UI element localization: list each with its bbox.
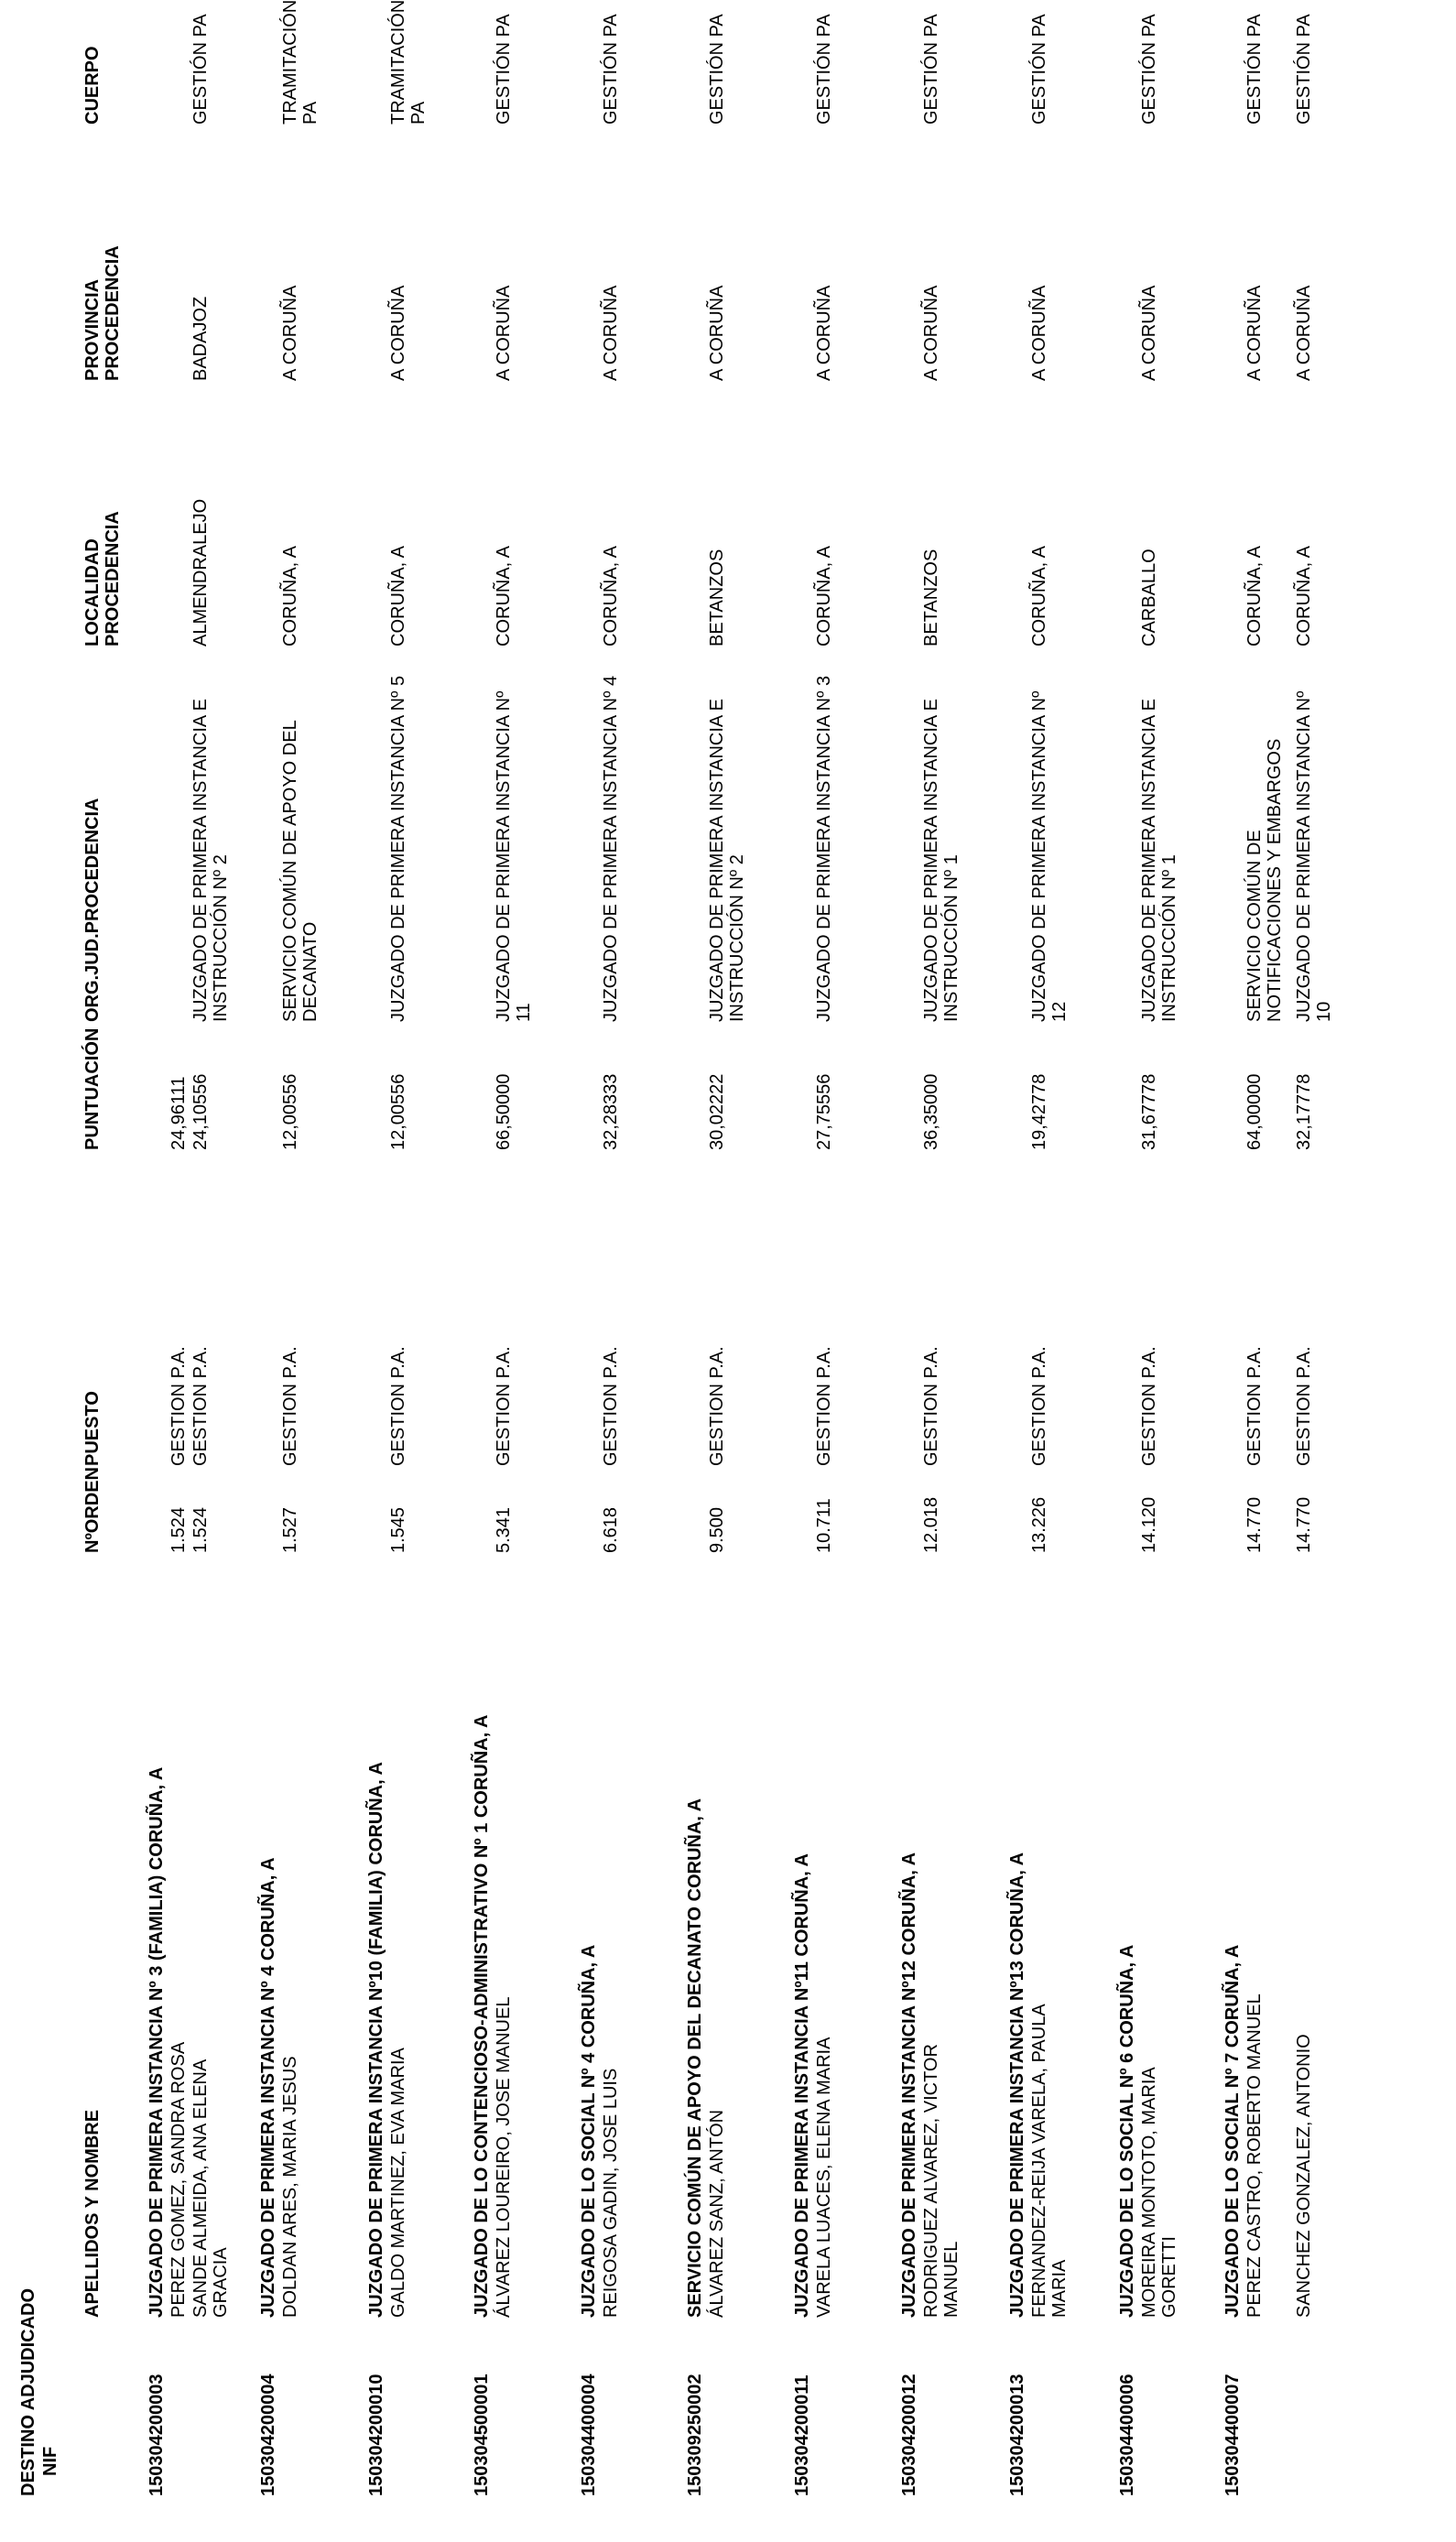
row-puntuacion: 31,67778	[1139, 1073, 1159, 1150]
row-cuerpo: GESTIÓN PA	[1294, 14, 1314, 125]
row-nombre: REIGOSA GADIN, JOSE LUIS	[601, 2068, 621, 2318]
group-title: JUZGADO DE PRIMERA INSTANCIA Nº 4 CORUÑA, A	[258, 1857, 278, 2318]
row-provincia: A CORUÑA	[1244, 285, 1265, 381]
row-nombre: ÁLVAREZ LOUREIRO, JOSE MANUEL	[494, 1996, 514, 2318]
row-puesto: GESTION P.A.	[190, 1346, 211, 1466]
group-code: 150304200004	[258, 2374, 278, 2496]
row-orden: 10.711	[814, 1498, 834, 1553]
row-nombre: PEREZ GOMEZ, SANDRA ROSA	[168, 2041, 189, 2318]
row-puesto: GESTION P.A.	[280, 1346, 300, 1466]
row-org: JUZGADO DE PRIMERA INSTANCIA Nº 11	[494, 690, 534, 1022]
row-orden: 6.618	[601, 1506, 621, 1553]
row-puesto: GESTION P.A.	[814, 1346, 834, 1466]
row-provincia: A CORUÑA	[1294, 285, 1314, 381]
row-org: JUZGADO DE PRIMERA INSTANCIA Nº 10	[1294, 690, 1334, 1022]
header-provincia: PROVINCIA PROCEDENCIA	[82, 245, 123, 381]
header-orden: NºORDEN	[82, 1467, 103, 1553]
row-orden: 5.341	[494, 1506, 514, 1553]
row-puesto: GESTION P.A.	[168, 1346, 189, 1466]
row-puntuacion: 30,02222	[707, 1073, 727, 1150]
row-nombre: DOLDAN ARES, MARIA JESUS	[280, 2056, 300, 2318]
row-orden: 14.770	[1294, 1496, 1314, 1553]
group-code: 150304500001	[472, 2374, 492, 2496]
row-org: JUZGADO DE PRIMERA INSTANCIA E INSTRUCCIÓN Nº 1	[921, 698, 962, 1022]
row-puesto: GESTION P.A.	[1139, 1346, 1159, 1466]
row-puntuacion: 12,00556	[388, 1073, 408, 1150]
row-provincia: BADAJOZ	[190, 296, 211, 381]
row-provincia: A CORUÑA	[494, 285, 514, 381]
row-org: JUZGADO DE PRIMERA INSTANCIA Nº 4	[601, 675, 621, 1022]
row-org: SERVICIO COMÚN DE APOYO DEL DECANATO	[280, 721, 321, 1022]
row-nombre: VARELA LUACES, ELENA MARIA	[814, 2037, 834, 2318]
group-code: 150304400006	[1117, 2374, 1137, 2496]
row-puesto: GESTION P.A.	[388, 1346, 408, 1466]
row-orden: 12.018	[921, 1496, 941, 1553]
row-cuerpo: GESTIÓN PA	[1029, 14, 1049, 125]
row-provincia: A CORUÑA	[1139, 285, 1159, 381]
row-localidad: CORUÑA, A	[1294, 545, 1314, 646]
row-puntuacion: 24,96111	[168, 1076, 189, 1150]
row-provincia: A CORUÑA	[707, 285, 727, 381]
group-title: JUZGADO DE PRIMERA INSTANCIA Nº11 CORUÑA, A	[792, 1853, 812, 2318]
header-localidad: LOCALIDAD PROCEDENCIA	[82, 511, 123, 646]
row-orden: 1.524	[190, 1506, 211, 1553]
row-puntuacion: 12,00556	[280, 1073, 300, 1150]
row-puesto: GESTION P.A.	[707, 1346, 727, 1466]
row-org: JUZGADO DE PRIMERA INSTANCIA Nº 5	[388, 675, 408, 1022]
group-title: JUZGADO DE LO SOCIAL Nº 4 CORUÑA, A	[579, 1944, 599, 2318]
row-localidad: CORUÑA, A	[601, 545, 621, 646]
header-nif: NIF	[40, 2446, 60, 2476]
row-orden: 1.545	[388, 1506, 408, 1553]
row-puntuacion: 32,28333	[601, 1073, 621, 1150]
row-cuerpo: GESTIÓN PA	[1139, 14, 1159, 125]
row-org: JUZGADO DE PRIMERA INSTANCIA E INSTRUCCIÓN Nº 2	[190, 698, 231, 1022]
group-title: SERVICIO COMÚN DE APOYO DEL DECANATO CORUÑA, A	[685, 1798, 705, 2318]
group-title: JUZGADO DE LO SOCIAL Nº 7 CORUÑA, A	[1222, 1944, 1243, 2318]
row-cuerpo: GESTIÓN PA	[601, 14, 621, 125]
group-code: 150304200012	[899, 2374, 919, 2496]
group-title: JUZGADO DE PRIMERA INSTANCIA Nº13 CORUÑA, A	[1007, 1852, 1027, 2318]
row-localidad: CORUÑA, A	[280, 545, 300, 646]
row-localidad: CORUÑA, A	[1244, 545, 1265, 646]
row-puesto: GESTION P.A.	[1029, 1346, 1049, 1466]
group-title: JUZGADO DE LO SOCIAL Nº 6 CORUÑA, A	[1117, 1944, 1137, 2318]
row-cuerpo: GESTIÓN PA	[921, 14, 941, 125]
row-cuerpo: GESTIÓN PA	[190, 14, 211, 125]
group-code: 150304400007	[1222, 2374, 1243, 2496]
row-provincia: A CORUÑA	[814, 285, 834, 381]
row-cuerpo: GESTIÓN PA	[494, 14, 514, 125]
row-org: JUZGADO DE PRIMERA INSTANCIA E INSTRUCCIÓN Nº 2	[707, 698, 747, 1022]
row-puntuacion: 24,10556	[190, 1073, 211, 1150]
row-nombre: FERNANDEZ-REIJA VARELA, PAULA MARIA	[1029, 2004, 1070, 2318]
row-provincia: A CORUÑA	[388, 285, 408, 381]
row-localidad: CORUÑA, A	[814, 545, 834, 646]
row-localidad: CORUÑA, A	[1029, 545, 1049, 646]
group-code: 150304200011	[792, 2374, 812, 2496]
row-puesto: GESTION P.A.	[494, 1346, 514, 1466]
row-cuerpo: TRAMITACIÓN PA	[280, 0, 321, 125]
group-title: JUZGADO DE LO CONTENCIOSO-ADMINISTRATIVO Nº 1 CORUÑA, A	[472, 1714, 492, 2318]
row-localidad: ALMENDRALEJO	[190, 498, 211, 646]
row-localidad: CORUÑA, A	[388, 545, 408, 646]
row-localidad: CORUÑA, A	[494, 545, 514, 646]
row-provincia: A CORUÑA	[601, 285, 621, 381]
row-orden: 14.120	[1139, 1496, 1159, 1553]
header-puntuacion: PUNTUACIÓN	[82, 1027, 103, 1150]
row-puntuacion: 66,50000	[494, 1073, 514, 1150]
row-orden: 14.770	[1244, 1496, 1265, 1553]
header-org: ORG.JUD.PROCEDENCIA	[82, 798, 103, 1022]
row-puesto: GESTION P.A.	[601, 1346, 621, 1466]
group-code: 150304400004	[579, 2374, 599, 2496]
row-nombre: GALDO MARTINEZ, EVA MARIA	[388, 2048, 408, 2318]
row-provincia: A CORUÑA	[921, 285, 941, 381]
header-destino: DESTINO ADJUDICADO	[18, 2287, 38, 2496]
header-puesto: PUESTO	[82, 1391, 103, 1466]
group-code: 150304200013	[1007, 2374, 1027, 2496]
header-cuerpo: CUERPO	[82, 46, 103, 125]
row-nombre: SANCHEZ GONZALEZ, ANTONIO	[1294, 2034, 1314, 2318]
row-localidad: CARBALLO	[1139, 549, 1159, 646]
row-nombre: SANDE ALMEIDA, ANA ELENA GRACIA	[190, 2059, 231, 2318]
row-cuerpo: GESTIÓN PA	[814, 14, 834, 125]
group-code: 150304200010	[366, 2374, 386, 2496]
row-nombre: MOREIRA MONTOTO, MARIA GORETTI	[1139, 2068, 1179, 2318]
row-nombre: RODRIGUEZ ALVAREZ, VICTOR MANUEL	[921, 2044, 962, 2318]
row-orden: 1.524	[168, 1506, 189, 1553]
group-code: 150304200003	[147, 2374, 167, 2496]
row-provincia: A CORUÑA	[1029, 285, 1049, 381]
row-org: SERVICIO COMÚN DE NOTIFICACIONES Y EMBARGOS	[1244, 738, 1285, 1022]
row-provincia: A CORUÑA	[280, 285, 300, 381]
row-puntuacion: 27,75556	[814, 1073, 834, 1150]
row-cuerpo: GESTIÓN PA	[1244, 14, 1265, 125]
group-title: JUZGADO DE PRIMERA INSTANCIA Nº12 CORUÑA, A	[899, 1852, 919, 2318]
row-orden: 9.500	[707, 1506, 727, 1553]
group-title: JUZGADO DE PRIMERA INSTANCIA Nº 3 (FAMILIA) CORUÑA, A	[147, 1766, 167, 2318]
row-org: JUZGADO DE PRIMERA INSTANCIA Nº 3	[814, 675, 834, 1022]
row-cuerpo: TRAMITACIÓN PA	[388, 0, 429, 125]
group-code: 150309250002	[685, 2374, 705, 2496]
row-orden: 13.226	[1029, 1496, 1049, 1553]
row-org: JUZGADO DE PRIMERA INSTANCIA Nº 12	[1029, 690, 1070, 1022]
row-puntuacion: 36,35000	[921, 1073, 941, 1150]
row-puntuacion: 64,00000	[1244, 1073, 1265, 1150]
row-cuerpo: GESTIÓN PA	[707, 14, 727, 125]
row-puntuacion: 32,17778	[1294, 1073, 1314, 1150]
row-orden: 1.527	[280, 1506, 300, 1553]
row-puesto: GESTION P.A.	[1294, 1346, 1314, 1466]
row-localidad: BETANZOS	[921, 549, 941, 646]
row-puesto: GESTION P.A.	[921, 1346, 941, 1466]
row-nombre: ÁLVAREZ SANZ, ANTÓN	[707, 2109, 727, 2318]
row-localidad: BETANZOS	[707, 549, 727, 646]
group-title: JUZGADO DE PRIMERA INSTANCIA Nº10 (FAMILIA) CORUÑA, A	[366, 1762, 386, 2318]
row-org: JUZGADO DE PRIMERA INSTANCIA E INSTRUCCIÓN Nº 1	[1139, 698, 1179, 1022]
row-nombre: PEREZ CASTRO, ROBERTO MANUEL	[1244, 1993, 1265, 2318]
header-apellidos: APELLIDOS Y NOMBRE	[82, 2109, 103, 2318]
row-puesto: GESTION P.A.	[1244, 1346, 1265, 1466]
row-puntuacion: 19,42778	[1029, 1073, 1049, 1150]
